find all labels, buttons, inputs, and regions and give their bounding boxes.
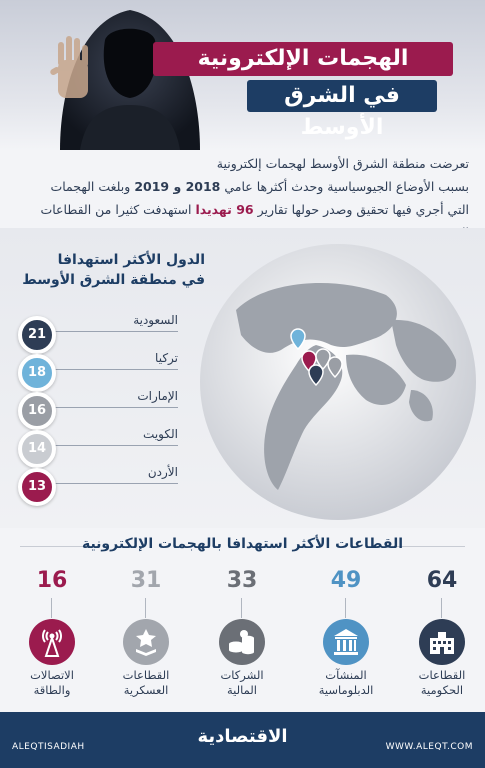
antenna-icon [28, 618, 76, 666]
globe-map [196, 240, 481, 525]
sector-value: 16 [36, 568, 68, 593]
country-name: الأردن [147, 465, 178, 479]
country-name: السعودية [133, 313, 178, 327]
sector-military [106, 568, 186, 708]
country-row [18, 426, 178, 466]
intro-line-1: تعرضت منطقة الشرق الأوسط لهجمات إلكترونية [216, 156, 469, 171]
sector-label-1: المنشآت [325, 668, 367, 682]
intro-threat-count: 96 تهديدا [195, 202, 254, 217]
military-badge-icon [122, 618, 170, 666]
intro-line-3-a: التي أجري فيها تحقيق وصدر حولها تقارير [257, 202, 469, 217]
sector-value: 33 [226, 568, 258, 593]
country-row [18, 312, 178, 352]
intro-line-2-c: وبلغت الهجمات [50, 179, 131, 194]
sector-value: 64 [426, 568, 458, 593]
sector-telecom-energy [12, 568, 92, 708]
diplomatic-building-icon [322, 618, 370, 666]
footer-website-link[interactable]: WWW.ALEQT.COM [385, 742, 473, 752]
country-name: تركيا [155, 351, 178, 365]
title-line-1: الهجمات الإلكترونية [153, 42, 453, 76]
countries-title [5, 250, 205, 290]
sector-label-2: المالية [227, 683, 257, 697]
intro-line-3-c: استهدفت كثيرا من القطاعات [40, 202, 192, 217]
sector-financial [202, 568, 282, 708]
sector-label-1: الاتصالات [30, 668, 74, 682]
title-line-2: في الشرق الأوسط [247, 80, 437, 112]
footer-twitter-handle[interactable]: ALEQTISADIAH [12, 742, 85, 752]
sector-value: 31 [130, 568, 162, 593]
sector-label-1: القطاعات [122, 668, 170, 682]
countries-title-line-2: في منطقة الشرق الأوسط [22, 272, 205, 288]
sector-government [402, 568, 482, 708]
sectors-title: القطاعات الأكثر استهدافا بالهجمات الإلكترونية [81, 536, 404, 552]
sector-value: 49 [330, 568, 362, 593]
country-row [18, 388, 178, 428]
country-row [18, 350, 178, 390]
sector-label-1: القطاعات [418, 668, 466, 682]
government-building-icon [418, 618, 466, 666]
coins-icon [218, 618, 266, 666]
sector-diplomatic [306, 568, 386, 708]
sector-label-1: الشركات [220, 668, 264, 682]
sector-label-2: العسكرية [123, 683, 169, 697]
sector-label-2: والطاقة [33, 683, 71, 697]
country-value-badge: 16 [18, 392, 56, 430]
country-row [18, 464, 178, 504]
intro-line-2-a: بسبب الأوضاع الجيوسياسية وحدث أكثرها عامي [224, 179, 469, 194]
sector-label-2: الدبلوماسية [318, 683, 374, 697]
footer-logo: الاقتصادية [197, 726, 288, 747]
intro-line-2 [14, 175, 469, 198]
sector-label-2: الحكومية [420, 683, 464, 697]
footer [0, 712, 485, 768]
countries-title-line-1: الدول الأكثر استهدافا [57, 252, 205, 268]
country-name: الكويت [143, 427, 178, 441]
hero-banner [0, 0, 485, 150]
country-value-badge: 21 [18, 316, 56, 354]
country-value-badge: 18 [18, 354, 56, 392]
country-value-badge: 13 [18, 468, 56, 506]
country-value-badge: 14 [18, 430, 56, 468]
intro-years: 2018 و 2019 [134, 179, 221, 194]
country-name: الإمارات [137, 389, 178, 403]
